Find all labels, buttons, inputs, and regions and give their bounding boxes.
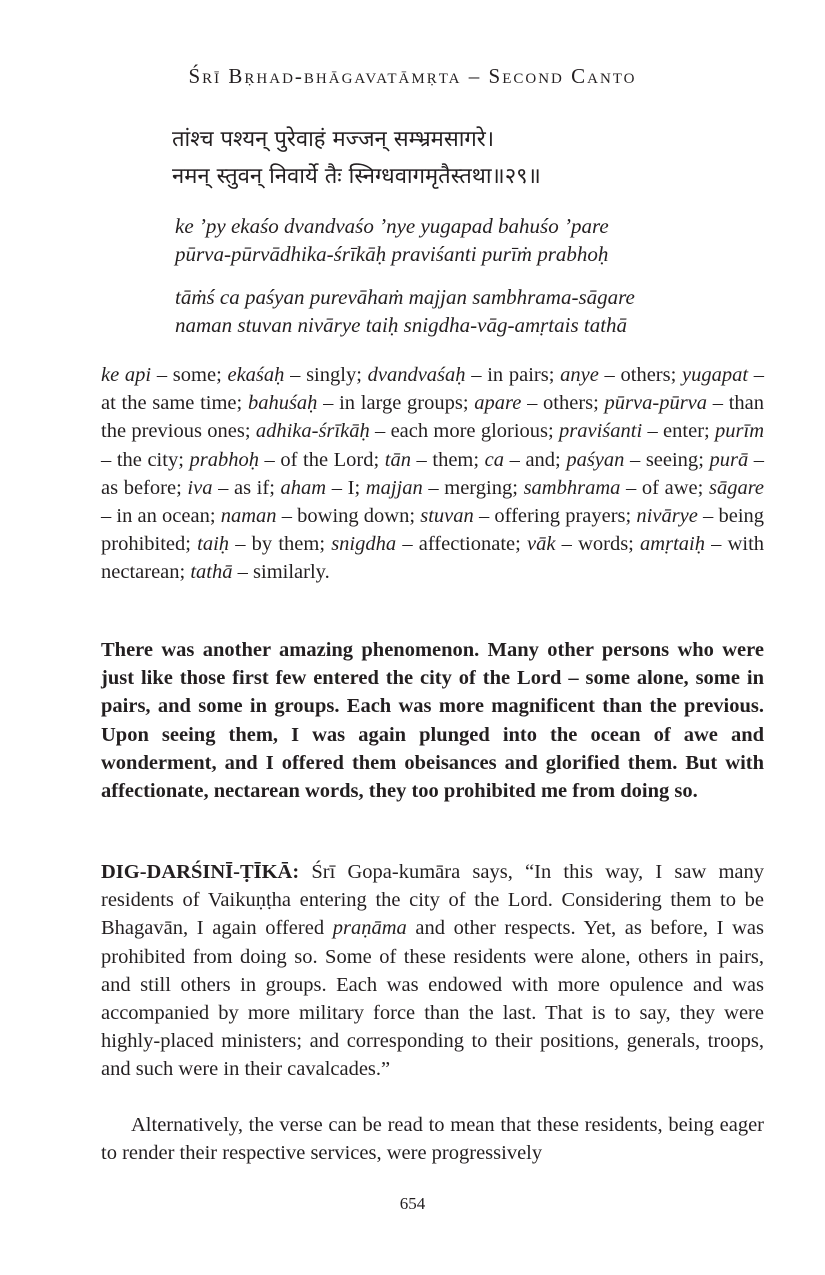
synonym-word: aham	[280, 476, 327, 499]
synonym-meaning: similarly	[253, 561, 325, 584]
verse-transliteration-line-1: ke ’py ekaśo dvandvaśo ’nye yugapad bahuśo ’pare	[175, 214, 609, 238]
synonym-meaning: others	[620, 364, 671, 386]
verse-devanagari-line-2: नमन् स्तुवन् निवार्ये तैः स्निग्धवागमृतैस्तथा॥२९॥	[172, 164, 541, 189]
verse-transliteration-line-3: tāṁś ca paśyan purevāhaṁ majjan sambhrama-sāgare	[175, 285, 635, 309]
synonym-word: sambhrama	[523, 476, 621, 499]
synonym-word: iva	[187, 476, 213, 499]
synonym-word: apare	[474, 392, 522, 415]
synonym-meaning: as before	[101, 476, 177, 499]
synonym-word: amṛtaiḥ	[640, 533, 705, 556]
running-header: Śrī Bṛhad-bhāgavatāmṛta – Second Canto	[188, 64, 637, 88]
synonym-meaning: offering prayers	[494, 505, 626, 528]
synonym-meaning: enter	[663, 420, 705, 443]
synonym-word: purā	[709, 448, 749, 471]
verse-transliteration-line-4: naman stuvan nivārye taiḥ snigdha-vāg-amṛtais tathā	[175, 313, 628, 337]
synonym-meaning: with nectarean	[101, 533, 765, 584]
word-for-word-synonyms: ke api – some; ekaśaḥ – singly; dvandvaśaḥ – in pairs; anye – others; yugapat – at the same time; bahuśaḥ – in large groups; apare – others; pūrva-pūrva – than the previous ones; adhika-śrīkāḥ – each more glorious; praviśanti – enter; purīm – the city; prabhoḥ – of the Lord; tān – them; ca – and; paśyan – seeing; purā – as before; iva – as if; aham – I; majjan – merging; sambhrama – of awe; sāgare – in an ocean; naman – bowing down; stuvan – offering prayers; nivārye – being prohibited; taiḥ – by them; snigdha – affectionate; vāk – words; amṛtaiḥ – with nectarean; tathā – similarly.	[101, 364, 765, 584]
synonym-word: prabhoḥ	[189, 448, 259, 471]
synonym-meaning: seeing	[645, 448, 699, 471]
commentary-paragraph	[101, 858, 764, 1084]
synonym-meaning: bowing down	[297, 505, 410, 528]
synonym-word: tān	[384, 448, 411, 471]
synonym-word: purīm	[715, 420, 765, 443]
synonym-meaning: of the Lord	[280, 448, 374, 471]
synonym-meaning: in large groups	[339, 392, 463, 415]
synonym-meaning: the city	[116, 448, 179, 471]
synonym-word: ke api	[101, 364, 152, 386]
synonym-word: ca	[484, 448, 505, 471]
synonym-meaning: some	[172, 364, 217, 386]
synonym-word: vāk	[527, 533, 556, 556]
synonym-meaning: by them	[251, 533, 320, 556]
synonym-meaning: affectionate	[418, 533, 516, 556]
synonym-word: bahuśaḥ	[247, 392, 318, 415]
synonym-meaning: merging	[444, 476, 513, 499]
synonym-meaning: of awe	[641, 476, 698, 499]
synonym-meaning: them	[432, 448, 474, 471]
synonym-meaning: in pairs	[487, 364, 549, 386]
synonym-word: praviśanti	[559, 420, 643, 443]
synonym-meaning: at the same time	[101, 392, 237, 415]
synonym-word: ekaśaḥ	[227, 364, 285, 386]
synonym-meaning: being prohibited	[101, 505, 765, 556]
synonym-word: paśyan	[566, 448, 625, 471]
commentary-italic-term: praṇāma	[332, 917, 407, 940]
synonym-meaning: and	[525, 448, 556, 471]
verse-translation: There was another amazing phenomenon. Many other persons who were just like those first few entered the city of the Lord – some alone, some in pairs, and some in groups. Each was more magnificent than the previous. Upon seeing them, I was again plunged into the ocean of awe and wonderment, and I offered them obeisances and glorified them. But with affectionate, nectarean words, they too prohibited me from doing so.	[101, 639, 764, 803]
synonym-meaning: in an ocean	[116, 505, 210, 528]
synonym-word: anye	[560, 364, 599, 386]
synonym-word: stuvan	[420, 505, 474, 528]
synonym-meaning: as if	[233, 476, 270, 499]
commentary-text-1: Śrī Gopa-kumāra says, “In this way, I saw many residents of Vaikuṇṭha entering the city of the Lord. Considering them to be Bhagavān, I again offered	[101, 861, 764, 940]
synonym-meaning: each more glorious	[390, 420, 549, 443]
synonym-word: pūrva-pūrva	[604, 392, 708, 415]
synonym-word: nivārye	[636, 505, 698, 528]
synonym-meaning: singly	[306, 364, 357, 386]
synonym-meaning: others	[543, 392, 594, 415]
verse-devanagari-line-1: तांश्च पश्यन् पुरेवाहं मज्जन् सम्भ्रमसागरे।	[172, 127, 495, 152]
verse-transliteration-line-2: pūrva-pūrvādhika-śrīkāḥ praviśanti purīṁ prabhoḥ	[175, 242, 609, 266]
synonym-word: dvandvaśaḥ	[367, 364, 466, 386]
commentary-text-2: and other respects. Yet, as before, I was prohibited from doing so. Some of these residents were alone, others in pairs, and still others in groups. Each was endowed with more opulence and was accompanied by more military force than the last. That is to say, they were highly-placed ministers; and corresponding to their positions, generals, troops, and such were in their cavalcades.”	[101, 917, 764, 1081]
synonym-meaning: I	[347, 476, 355, 499]
synonym-word: sāgare	[708, 476, 765, 499]
synonym-meaning: words	[578, 533, 629, 556]
synonym-word: snigdha	[331, 533, 397, 556]
commentary-paragraph-2: Alternatively, the verse can be read to mean that these residents, being eager to render their respective services, were progressively	[101, 1114, 764, 1165]
page-number: 654	[399, 1194, 426, 1213]
commentary-label: DIG-DARŚINĪ-ṬĪKĀ:	[101, 861, 300, 883]
synonym-word: tathā	[190, 561, 233, 584]
synonym-word: majjan	[365, 476, 423, 499]
synonym-word: adhika-śrīkāḥ	[255, 420, 370, 443]
synonym-word: taiḥ	[197, 533, 230, 556]
synonym-meaning: than the previous ones	[101, 392, 764, 443]
synonym-word: naman	[220, 505, 277, 528]
synonym-word: yugapat	[682, 364, 749, 386]
